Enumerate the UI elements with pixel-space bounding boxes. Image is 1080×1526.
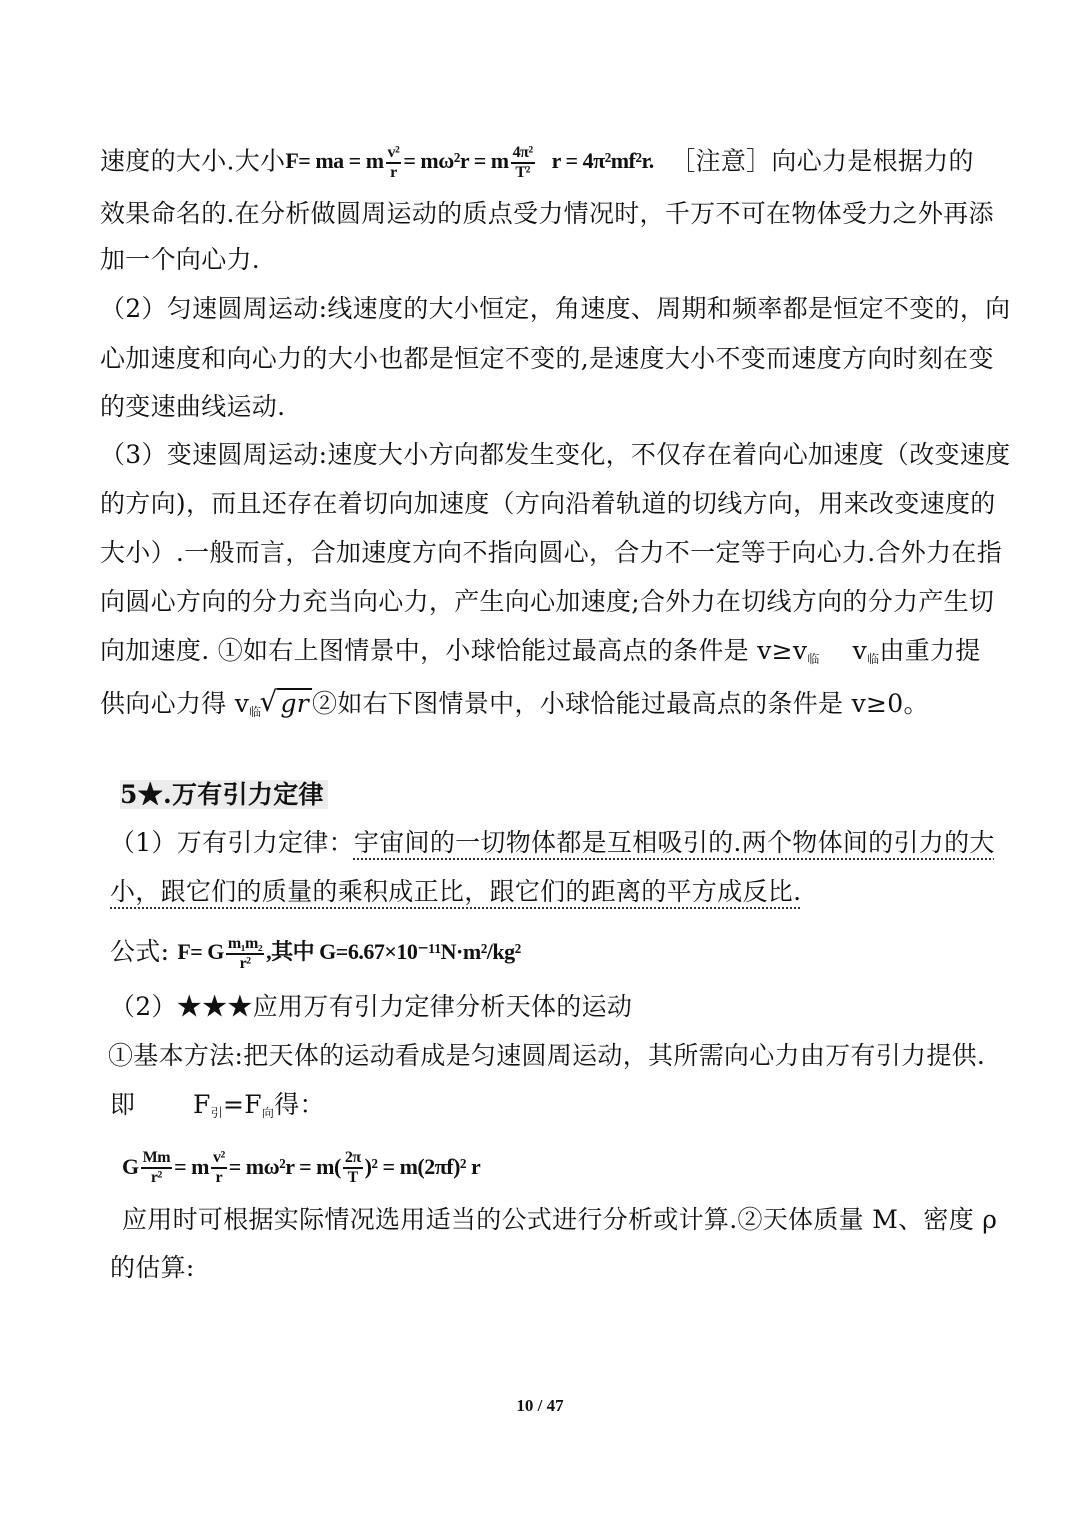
gravity-line-2 [110,877,801,907]
heading-text: 5★.万有引力定律 [120,780,328,809]
text-line-7: （3）变速圆周运动:速度大小方向都发生变化，不仅存在着向心加速度（改变速度 [100,440,1011,469]
gravity-line-1 [110,828,995,858]
fraction [211,1150,227,1186]
text: （1）万有引力定律： [110,828,354,857]
page-number: 10 / 47 [516,1396,564,1415]
formula-part: = m [174,1153,209,1179]
formula-part: = mω²r = m( [228,1153,341,1179]
fraction [386,145,402,181]
formula-part: G [122,1153,139,1179]
sqrt-expression: √ gr [277,688,312,718]
text-line-5: 心加速度和向心力的大小也都是恒定不变的,是速度大小不变而速度方向时刻在变 [100,344,994,373]
text: 速度的大小.大小 [100,146,286,176]
text-line-1 [100,145,974,181]
text-line-11 [100,636,981,674]
text-line-9: 大小）.一般而言，合加速度方向不指向圆心，合力不一定等于向心力.合外力在指 [100,538,1002,567]
text: 向加速度. ①如右上图情景中，小球恰能过最高点的条件是 v≥v [100,636,808,665]
formula-part: )² = m(2πf)² r [364,1153,481,1179]
formula-part: = mω²r = m [403,148,509,174]
underlined-text: 小，跟它们的质量的乘积成正比，跟它们的距离的平方成反比. [110,877,802,906]
subscript: 临 [249,705,262,719]
denominator: T² [515,164,530,181]
formula-part: F= G [177,939,224,964]
denominator: r [390,164,397,181]
formula-part: ,其中 G=6.67×10⁻¹¹N·m²/kg² [266,939,521,964]
text: v [852,636,868,665]
denominator: r [215,1169,223,1187]
text: 得： [274,1090,325,1119]
subscript: 临 [867,652,880,666]
text-line-10: 向圆心方向的分力充当向心力，产生向心加速度;合外力在切线方向的分力产生切 [100,587,995,616]
fraction [141,1150,172,1186]
text: 即 [110,1090,136,1119]
gravity-line-8: 应用时可根据实际情况选用适当的公式进行分析或计算.②天体质量 M、密度 ρ [122,1205,998,1234]
subscript: 临 [807,652,820,666]
numerator: m₁m₂ [226,936,264,955]
gravity-equation [122,1142,480,1192]
gravity-formula-line [110,930,521,974]
text: =F [223,1090,262,1119]
text-line-3: 加一个向心力. [100,245,261,274]
numerator: v² [386,145,402,164]
text: ②如右下图情景中，小球恰能过最高点的条件是 v≥0。 [312,689,929,718]
text-line-4: （2）匀速圆周运动:线速度的大小恒定，角速度、周期和频率都是恒定不变的，向 [100,294,1011,323]
formula-part: F= ma = m [285,148,384,174]
text: ［注意］向心力是根据力的 [670,146,974,176]
text-line-8: 的方向)，而且还存在着切向加速度（方向沿着轨道的切线方向，用来改变速度的 [100,489,996,518]
text: F [193,1090,211,1119]
text: 由重力提 [879,636,981,665]
text: 公式: [110,937,170,966]
fraction [226,936,264,972]
denominator: r² [150,1169,162,1187]
numerator: 2π [343,1150,363,1169]
fraction [511,145,535,181]
gravity-equation-line [122,1140,480,1192]
gravity-line-9: 的估算: [110,1253,195,1282]
denominator: r² [239,954,251,972]
numerator: 4π² [511,145,535,164]
numerator: v² [211,1150,227,1169]
gravity-line-5: ①基本方法:把天体的运动看成是匀速圆周运动，其所需向心力由万有引力提供. [108,1041,986,1070]
section-heading [120,780,328,810]
text-line-12 [100,688,929,727]
gravity-formula [177,930,520,974]
fraction [343,1150,363,1186]
gravity-line-6 [110,1090,325,1128]
denominator: T [347,1169,358,1187]
text: 供向心力得 v [100,689,250,718]
numerator: Mm [141,1150,172,1169]
text-line-6: 的变速曲线运动. [100,392,286,421]
subscript: 向 [261,1106,275,1120]
formula-part: r = 4π²mf²r. [551,148,654,174]
gravity-line-4: （2）★★★应用万有引力定律分析天体的运动 [110,992,633,1021]
subscript: 引 [210,1106,224,1120]
underlined-text: 宇宙间的一切物体都是互相吸引的.两个物体间的引力的大 [353,828,995,857]
centripetal-force-formula [285,145,653,181]
text-line-2: 效果命名的.在分析做圆周运动的质点受力情况时，千万不可在物体受力之外再添 [100,199,994,228]
